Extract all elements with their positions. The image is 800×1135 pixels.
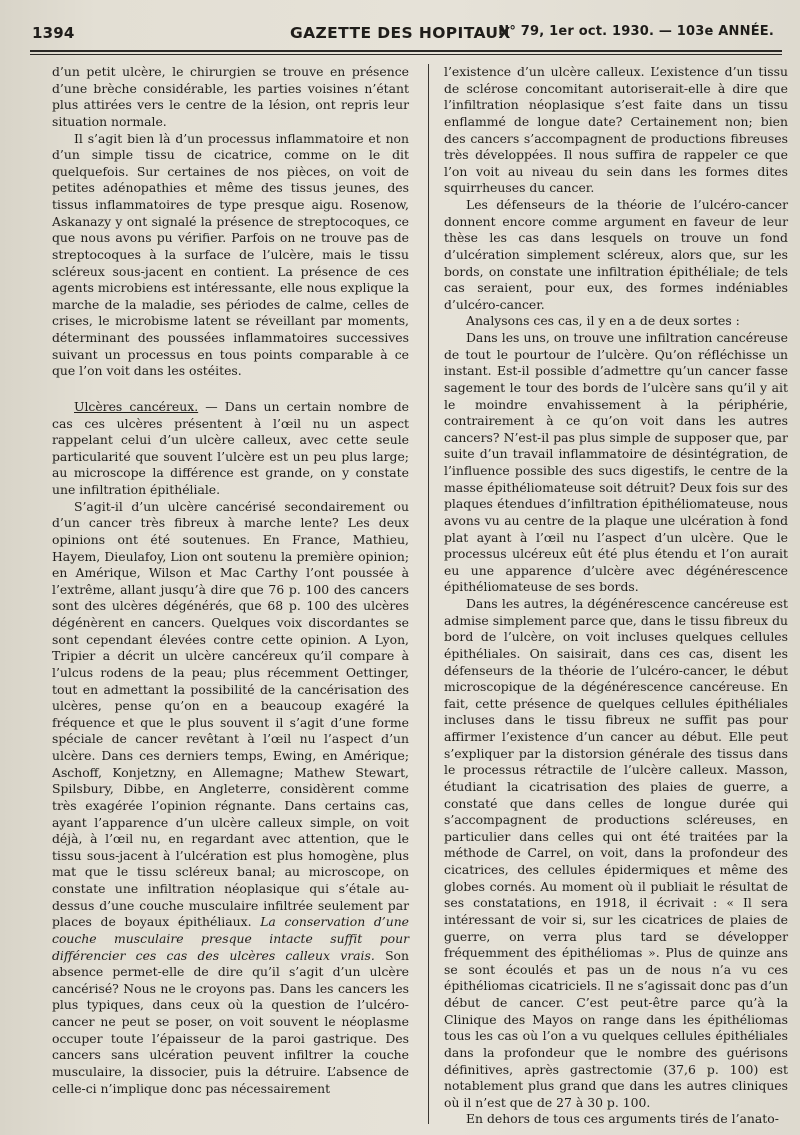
paragraph-text: S’agit-il d’un ulcère cancérisé secondairement ou d’un cancer très fibreux à marche lente? Les deux opinions ont été soutenues. En France, Mathieu, Hayem, Dieulafoy, Lion ont soutenu la première opinion; en Amérique, Wilson et Mac Carthy l’ont poussée à l’extrême, allant jusqu’à dire que 76 p. 100 des cancers sont des ulcères dégénérés, que 68 p. 100 des ulcères dégénèrent en cancers. Quelques voix discordantes se sont cependant élevées contre cette opinion. A Lyon, Tripier a décrit un ulcère cancéreux qu’il compare à l’ulcus rodens de la peau; plus récemment Oettinger, tout en admettant la possibilité de la cancérisation des ulcères, pense qu’on en a beaucoup exagéré la fréquence et que le plus souvent il s’agit d’une forme spéciale de cancer revêtant à l’œil nu l’aspect d’un ulcère. Dans ces derniers temps, Ewing, en Amérique; Aschoff, Konjetzny, en Allemagne; Mathew Stewart, Spilsbury, Dibbe, en Angleterre, considèrent comme très exagérée l’opinion régnante. Dans certains cas, ayant l’apparence d’un ulcère calleux simple, on voit déjà, à l’œil nu, en regardant avec attention, que le tissu sous-jacent à l’ulcération est plus homogène, plus mat que le tissu scléreux banal; au microscope, on constate une infiltration néoplasique qui s’étale au-dessus d’une couche musculaire infiltrée seulement par places de boyaux épithéliaux. [52, 498, 409, 930]
page-number: 1394 [32, 24, 75, 42]
paragraph [52, 499, 409, 1098]
paragraph: Dans les uns, on trouve une infiltration cancéreuse de tout le pourtour de l’ulcère. Qu’on réfléchisse un instant. Est-il possible d’admettre qu’un cancer fasse sagement le tour des bords de l’ulcère sans qu’il y ait le moindre envahissement à la périphérie, contrairement à ce qu’on voit dans les autres cancers? N’est-il pas plus simple de supposer que, par suite d’un travail inflammatoire de désintégration, de l’influence possible des sucs digestifs, le centre de la masse épithéliomateuse soit détruit? Deux fois sur des plaques étendues d’infiltration épithéliomateuse, nous avons vu au centre de la plaque une ulcération à fond plat ayant à l’œil nu l’aspect d’un ulcère. Que le processus ulcéreux eût été plus étendu et l’on aurait eu une apparence d’ulcère avec dégénérescence épithéliomateuse de ses bords. [444, 330, 788, 595]
paragraph: l’existence d’un ulcère calleux. L’existence d’un tissu de sclérose concomitant autoriserait-elle à dire que l’infiltration néoplasique s’est faite dans un tissu enflammé de longue date? Certainement non; bien des cancers s’accompagnent de productions fibreuses très développées. Il nous suffira de rappeler ce que l’on voit au niveau du sein dans les formes dites squirrheuses du cancer. [444, 64, 788, 196]
paragraph: Les défenseurs de la théorie de l’ulcéro-cancer donnent encore comme argument en faveur de leur thèse les cas dans lesquels on trouve un fond d’ulcération simplement scléreux, alors que, sur les bords, on constate une infiltration épithéliale; de tels cas seraient, pour eux, des formes indéniables d’ulcéro-cancer. [444, 197, 788, 312]
header-rule-thin [30, 54, 782, 55]
issue-info: N° 79, 1er oct. 1930. — 103e ANNÉE. [498, 24, 774, 39]
paragraph-text: Son absence permet-elle de dire qu’il s’agit d’un ulcère cancérisé? Nous ne le croyons pas. Dans les cancers les plus typiques, dans ceux où la question de l’ulcéro-cancer ne peut se poser, on voit souvent le néoplasme occuper toute l’épaisseur de la paroi gastrique. Des cancers sans ulcération peuvent infiltrer la couche musculaire, la dissocier, puis la détruire. L’absence de celle-ci n’implique donc pas nécessairement [52, 947, 409, 1096]
header-rule [30, 50, 782, 52]
paragraph: Il s’agit bien là d’un processus inflammatoire et non d’un simple tissu de cicatrice, comme on le dit quelquefois. Sur certaines de nos pièces, on voit de petites adénopathies et même des tissus jeunes, des tissus inflammatoires de type presque aigu. Rosenow, Askanazy y ont signalé la présence de streptocoques, ce que nous avons pu vérifier. Parfois on ne trouve pas de streptocoques à la surface de l’ulcère, mais le tissu scléreux sous-jacent en contient. La présence de ces agents microbiens est intéressante, elle nous explique la marche de la maladie, ses périodes de calme, celles de crises, le microbisme latent se réveillant par moments, déterminant des poussées inflammatoires successives suivant un processus en tous points comparable à ce que l’on voit dans les ostéites. [52, 130, 409, 379]
column-divider [428, 64, 429, 1124]
page-header [30, 14, 782, 48]
section-heading: Ulcères cancéreux. [74, 398, 199, 414]
journal-title: GAZETTE DES HOPITAUX [290, 24, 511, 42]
paragraph: Analysons ces cas, il y en a de deux sortes : [466, 313, 740, 329]
paragraph-ulceres-cancereux [52, 399, 409, 499]
paragraph: d’un petit ulcère, le chirurgien se trouve en présence d’une brèche considérable, les parties voisines n’étant plus attirées vers le centre de la lésion, ont repris leur situation normale. [52, 64, 409, 129]
paragraph: En dehors de tous ces arguments tirés de l’anato- [466, 1111, 779, 1127]
right-column [444, 64, 788, 1128]
paragraph-text: — Dans un certain nombre de cas ces ulcères présentent à l’œil nu un aspect rappelant celui d’un ulcère calleux, avec cette seule particularité que souvent l’ulcère est un peu plus large; au microscope la différence est grande, on y constate une infiltration épithéliale. [52, 398, 409, 497]
italic-text: La conservation d’une couche musculaire presque intacte suffit pour différencier ces cas des ulcères calleux vrais. [52, 914, 410, 963]
paragraph: Dans les autres, la dégénérescence cancéreuse est admise simplement parce que, dans le tissu fibreux du bord de l’ulcère, on voit incluses quelques cellules épithéliales. On saisirait, dans ces cas, disent les défenseurs de la théorie de l’ulcéro-cancer, le début microscopique de la dégénérescence cancéreuse. En fait, cette présence de quelques cellules épithéliales incluses dans le tissu fibreux ne suffit pas pour affirmer l’existence d’un cancer au début. Elle peut s’expliquer par la distorsion générale des tissus dans le processus rétractile de l’ulcère calleux. Masson, étudiant la cicatrisation des plaies de guerre, a constaté que dans celles de longue durée qui s’accompagnent de productions scléreuses, en particulier dans celles qui ont été traitées par la méthode de Carrel, on voit, dans la profondeur des cicatrices, des cellules épidermiques et même des globes cornés. Au moment où il publiait le résultat de ses constatations, en 1918, il écrivait : « Il sera intéressant de voir si, sur les cicatrices de plaies de guerre, on verra plus tard se développer fréquemment des épithéliomas ». Plus de quinze ans se sont écoulés et pas un de nous n’a vu ces épithéliomas cicatriciels. Il ne s’agissait donc pas d’un début de cancer. C’est peut-être parce qu’à la Clinique des Mayos on range dans les épithéliomas tous les cas où l’on a vu quelques cellules épithéliales dans la profondeur que le nombre des guérisons définitives, après gastrectomie (37,6 p. 100) est notablement plus grand que dans les autres cliniques où il n’est que de 27 à 30 p. 100. [444, 596, 788, 1110]
left-column [52, 64, 409, 1097]
